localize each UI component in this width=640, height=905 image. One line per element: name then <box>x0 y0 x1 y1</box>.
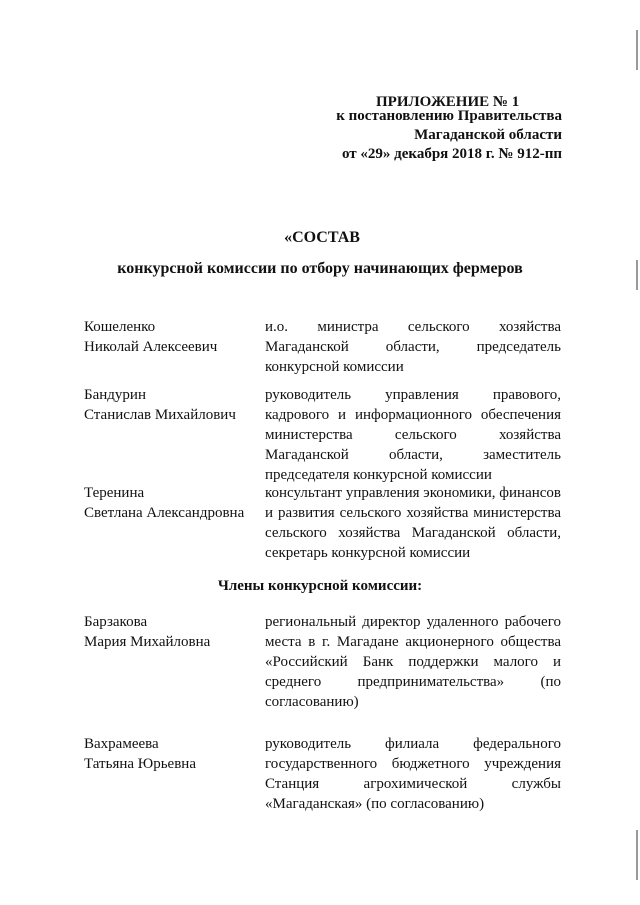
given-names: Станислав Михайлович <box>84 407 236 423</box>
given-names: Татьяна Юрьевна <box>84 756 196 772</box>
surname: Вахрамеева <box>84 736 159 752</box>
given-names: Светлана Александровна <box>84 505 245 521</box>
person-name <box>84 612 259 652</box>
given-names: Николай Алексеевич <box>84 339 218 355</box>
given-names: Мария Михайловна <box>84 634 211 650</box>
surname: Теренина <box>84 485 145 501</box>
resolution-line: Магаданской области <box>414 127 562 143</box>
person-name <box>84 734 259 774</box>
person-name <box>84 317 259 357</box>
scan-edge-mark <box>636 830 638 880</box>
composition-title: «СОСТАВ <box>284 229 360 246</box>
person-role: региональный директор удаленного рабочего места в г. Магадане акционерного общества «Российский Банк поддержки малого и среднего предпринимательства» (по согласованию) <box>265 614 561 710</box>
surname: Бандурин <box>84 387 146 403</box>
scan-edge-mark <box>636 260 638 290</box>
appendix-title: ПРИЛОЖЕНИЕ № 1 <box>376 94 520 110</box>
commission-subtitle: конкурсной комиссии по отбору начинающих фермеров <box>117 260 523 277</box>
resolution-line: от «29» декабря 2018 г. № 912-пп <box>341 146 562 162</box>
person-role: консультант управления экономики, финансов и развития сельского хозяйства министерства сельского хозяйства Магаданской области, секретарь конкурсной комиссии <box>265 485 561 561</box>
person-name <box>84 483 259 523</box>
surname: Барзакова <box>84 614 148 630</box>
scan-edge-mark <box>636 30 638 70</box>
person-role: руководитель управления правового, кадрового и информационного обеспечения министерства сельского хозяйства Магаданской области, заместитель председателя конкурсной комиссии <box>265 387 561 483</box>
resolution-line: к постановлению Правительства <box>336 108 562 124</box>
person-role: и.о. министра сельского хозяйства Магаданской области, председатель конкурсной комиссии <box>265 319 561 375</box>
person-role: руководитель филиала федерального государственного бюджетного учреждения Станция агрохимической службы «Магаданская» (по согласованию) <box>265 736 561 812</box>
members-heading: Члены конкурсной комиссии: <box>217 578 423 594</box>
surname: Кошеленко <box>84 319 156 335</box>
person-name <box>84 385 259 425</box>
resolution-reference <box>300 107 562 164</box>
